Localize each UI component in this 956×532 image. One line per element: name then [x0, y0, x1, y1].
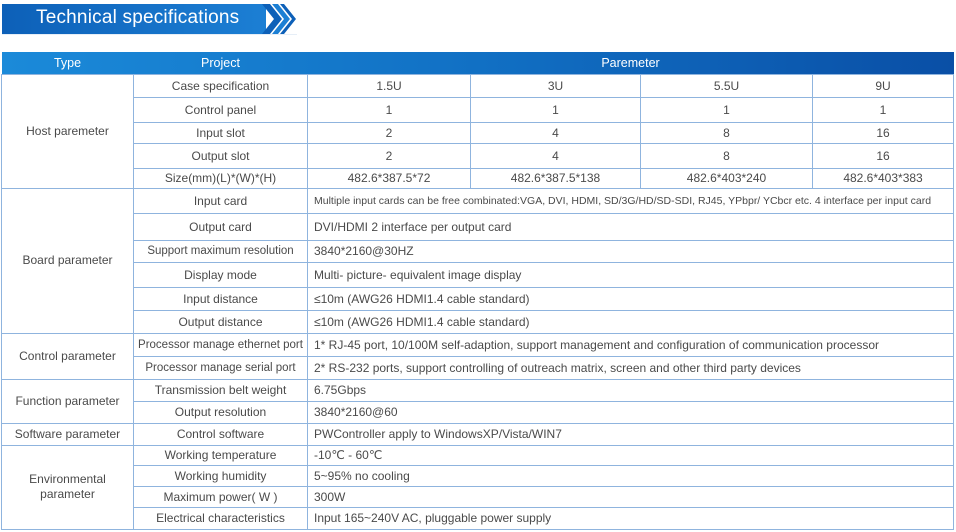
table-row: [2, 188, 954, 213]
project-cell: Electrical characteristics: [134, 507, 308, 529]
header-parameter: Paremeter: [601, 55, 660, 70]
value-cell: 482.6*403*383: [813, 168, 954, 188]
project-cell: Control panel: [134, 97, 308, 122]
value-cell: 5~95% no cooling: [308, 465, 954, 486]
value-cell: 1: [308, 97, 471, 122]
value-cell: 300W: [308, 486, 954, 507]
table-row: [2, 486, 954, 507]
value-cell: 482.6*387.5*72: [308, 168, 471, 188]
value-cell: ≤10m (AWG26 HDMI1.4 cable standard): [308, 287, 954, 310]
table-row: [2, 401, 954, 423]
value-cell: 16: [813, 143, 954, 168]
value-cell: 8: [641, 122, 813, 143]
project-cell: Processor manage ethernet port: [134, 333, 308, 356]
value-cell: 9U: [813, 74, 954, 97]
project-cell: Size(mm)(L)*(W)*(H): [134, 168, 308, 188]
project-cell: Output distance: [134, 310, 308, 333]
table-row: [2, 74, 954, 97]
value-cell: DVI/HDMI 2 interface per output card: [308, 213, 954, 240]
value-cell: 5.5U: [641, 74, 813, 97]
value-cell: 482.6*403*240: [641, 168, 813, 188]
project-cell: Control software: [134, 423, 308, 445]
table-row: [2, 423, 954, 445]
value-cell: 8: [641, 143, 813, 168]
table-row: [2, 262, 954, 287]
value-cell: 6.75Gbps: [308, 379, 954, 401]
project-cell: Output card: [134, 213, 308, 240]
project-cell: Working humidity: [134, 465, 308, 486]
project-cell: Case specification: [134, 74, 308, 97]
value-cell: 3840*2160@30HZ: [308, 240, 954, 262]
project-cell: Display mode: [134, 262, 308, 287]
table-header-row: [2, 52, 954, 74]
value-cell: 2: [308, 143, 471, 168]
type-cell-board: Board parameter: [2, 188, 134, 333]
value-cell: 4: [471, 143, 641, 168]
table-row: [2, 97, 954, 122]
table-row: [2, 379, 954, 401]
value-cell: 2: [308, 122, 471, 143]
value-cell: 16: [813, 122, 954, 143]
value-cell: PWController apply to WindowsXP/Vista/WIN7: [308, 423, 954, 445]
project-cell: Output slot: [134, 143, 308, 168]
value-cell: 1: [471, 97, 641, 122]
type-cell-host: Host paremeter: [2, 74, 134, 188]
value-cell: 1.5U: [308, 74, 471, 97]
type-cell-function: Function parameter: [2, 379, 134, 423]
table-row: [2, 333, 954, 356]
value-cell: 3840*2160@60: [308, 401, 954, 423]
type-cell-control: Control parameter: [2, 333, 134, 379]
project-cell: Processor manage serial port: [134, 356, 308, 379]
value-cell: ≤10m (AWG26 HDMI1.4 cable standard): [308, 310, 954, 333]
value-cell: 1: [813, 97, 954, 122]
value-cell: 3U: [471, 74, 641, 97]
value-cell: 4: [471, 122, 641, 143]
banner-underline: [2, 34, 297, 35]
section-title: Technical specifications: [36, 7, 240, 28]
type-cell-software: Software parameter: [2, 423, 134, 445]
table-row: [2, 143, 954, 168]
double-chevron-right-icon: [262, 4, 302, 34]
table-row: [2, 310, 954, 333]
table-row: [2, 168, 954, 188]
table-row: [2, 240, 954, 262]
table-row: [2, 356, 954, 379]
section-banner: [2, 4, 266, 34]
value-cell: 482.6*387.5*138: [471, 168, 641, 188]
type-cell-environmental: Environmental parameter: [2, 445, 134, 529]
table-row: [2, 213, 954, 240]
header-project: Project: [201, 55, 240, 70]
table-row: [2, 445, 954, 465]
value-cell: 2* RS-232 ports, support controlling of outreach matrix, screen and other third party devices: [308, 356, 954, 379]
table-row: [2, 507, 954, 529]
value-cell: Multiple input cards can be free combinated:VGA, DVI, HDMI, SD/3G/HD/SD-SDI, RJ45, YPbpr/ YCbcr etc. 4 interface per input card: [308, 188, 954, 213]
project-cell: Working temperature: [134, 445, 308, 465]
header-type: Type: [53, 55, 82, 70]
table-row: [2, 465, 954, 486]
value-cell: Input 165~240V AC, pluggable power supply: [308, 507, 954, 529]
project-cell: Input distance: [134, 287, 308, 310]
value-cell: Multi- picture- equivalent image display: [308, 262, 954, 287]
value-cell: 1: [641, 97, 813, 122]
project-cell: Output resolution: [134, 401, 308, 423]
project-cell: Maximum power( W ): [134, 486, 308, 507]
value-cell: -10℃ - 60℃: [308, 445, 954, 465]
spec-table: [1, 52, 954, 530]
project-cell: Transmission belt weight: [134, 379, 308, 401]
project-cell: Support maximum resolution: [134, 240, 308, 262]
project-cell: Input card: [134, 188, 308, 213]
table-row: [2, 122, 954, 143]
project-cell: Input slot: [134, 122, 308, 143]
table-row: [2, 287, 954, 310]
value-cell: 1* RJ-45 port, 10/100M self-adaption, support management and configuration of communication processor: [308, 333, 954, 356]
